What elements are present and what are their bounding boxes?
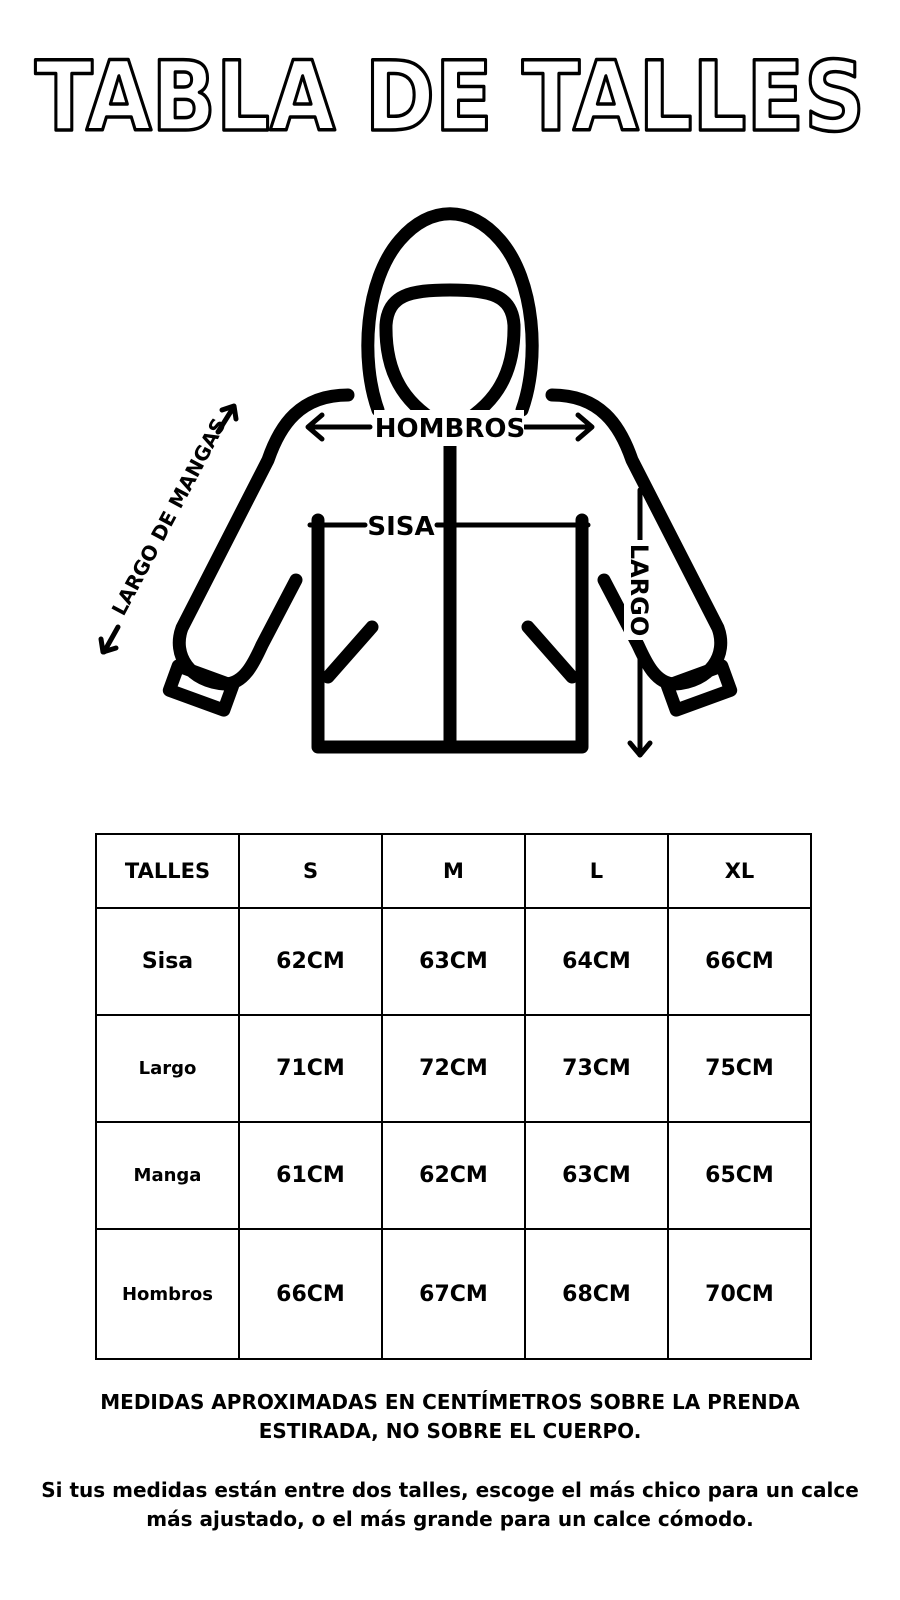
fit-advice-note: Si tus medidas están entre dos talles, escoge el más chico para un calce más ajustado, o el más grande para un calce cómodo.: [41, 1478, 859, 1531]
measurement-note: MEDIDAS APROXIMADAS EN CENTÍMETROS SOBRE LA PRENDA ESTIRADA, NO SOBRE EL CUERPO.: [100, 1390, 800, 1443]
mangas-label: LARGO DE MANGAS: [106, 414, 231, 620]
largo-label: LARGO: [625, 543, 653, 637]
table-cell: 67CM: [382, 1229, 525, 1359]
table-cell: 62CM: [239, 908, 382, 1015]
table-cell: 73CM: [525, 1015, 668, 1122]
size-table: [95, 833, 812, 1360]
table-cell: 70CM: [668, 1229, 811, 1359]
table-cell: 63CM: [382, 908, 525, 1015]
header-size-m: M: [382, 834, 525, 908]
header-size-l: L: [525, 834, 668, 908]
left-pocket: [328, 627, 372, 677]
table-cell: 62CM: [382, 1122, 525, 1229]
table-cell: 61CM: [239, 1122, 382, 1229]
table-cell: 71CM: [239, 1015, 382, 1122]
table-cell: 75CM: [668, 1015, 811, 1122]
header-talles: TALLES: [96, 834, 239, 908]
table-row: [96, 1229, 811, 1359]
hombros-label: HOMBROS: [374, 414, 526, 444]
row-label-hombros: Hombros: [96, 1229, 239, 1359]
table-header-row: [96, 834, 811, 908]
table-cell: 68CM: [525, 1229, 668, 1359]
table-cell: 72CM: [382, 1015, 525, 1122]
table-cell: 64CM: [525, 908, 668, 1015]
table-row: [96, 908, 811, 1015]
sisa-label: SISA: [367, 512, 435, 542]
table-cell: 63CM: [525, 1122, 668, 1229]
table-row: [96, 1122, 811, 1229]
table-cell: 66CM: [668, 908, 811, 1015]
right-pocket: [528, 627, 572, 677]
row-label-sisa: Sisa: [96, 908, 239, 1015]
table-cell: 65CM: [668, 1122, 811, 1229]
page-title: [0, 34, 900, 144]
page-title-text: TABLA DE TALLES: [35, 41, 865, 144]
jacket-diagram: [0, 190, 900, 790]
table-row: [96, 1015, 811, 1122]
header-size-xl: XL: [668, 834, 811, 908]
hood-inner: [386, 290, 514, 427]
right-cuff: [667, 666, 730, 710]
left-cuff: [169, 666, 232, 710]
row-label-largo: Largo: [96, 1015, 239, 1122]
table-cell: 66CM: [239, 1229, 382, 1359]
row-label-manga: Manga: [96, 1122, 239, 1229]
header-size-s: S: [239, 834, 382, 908]
